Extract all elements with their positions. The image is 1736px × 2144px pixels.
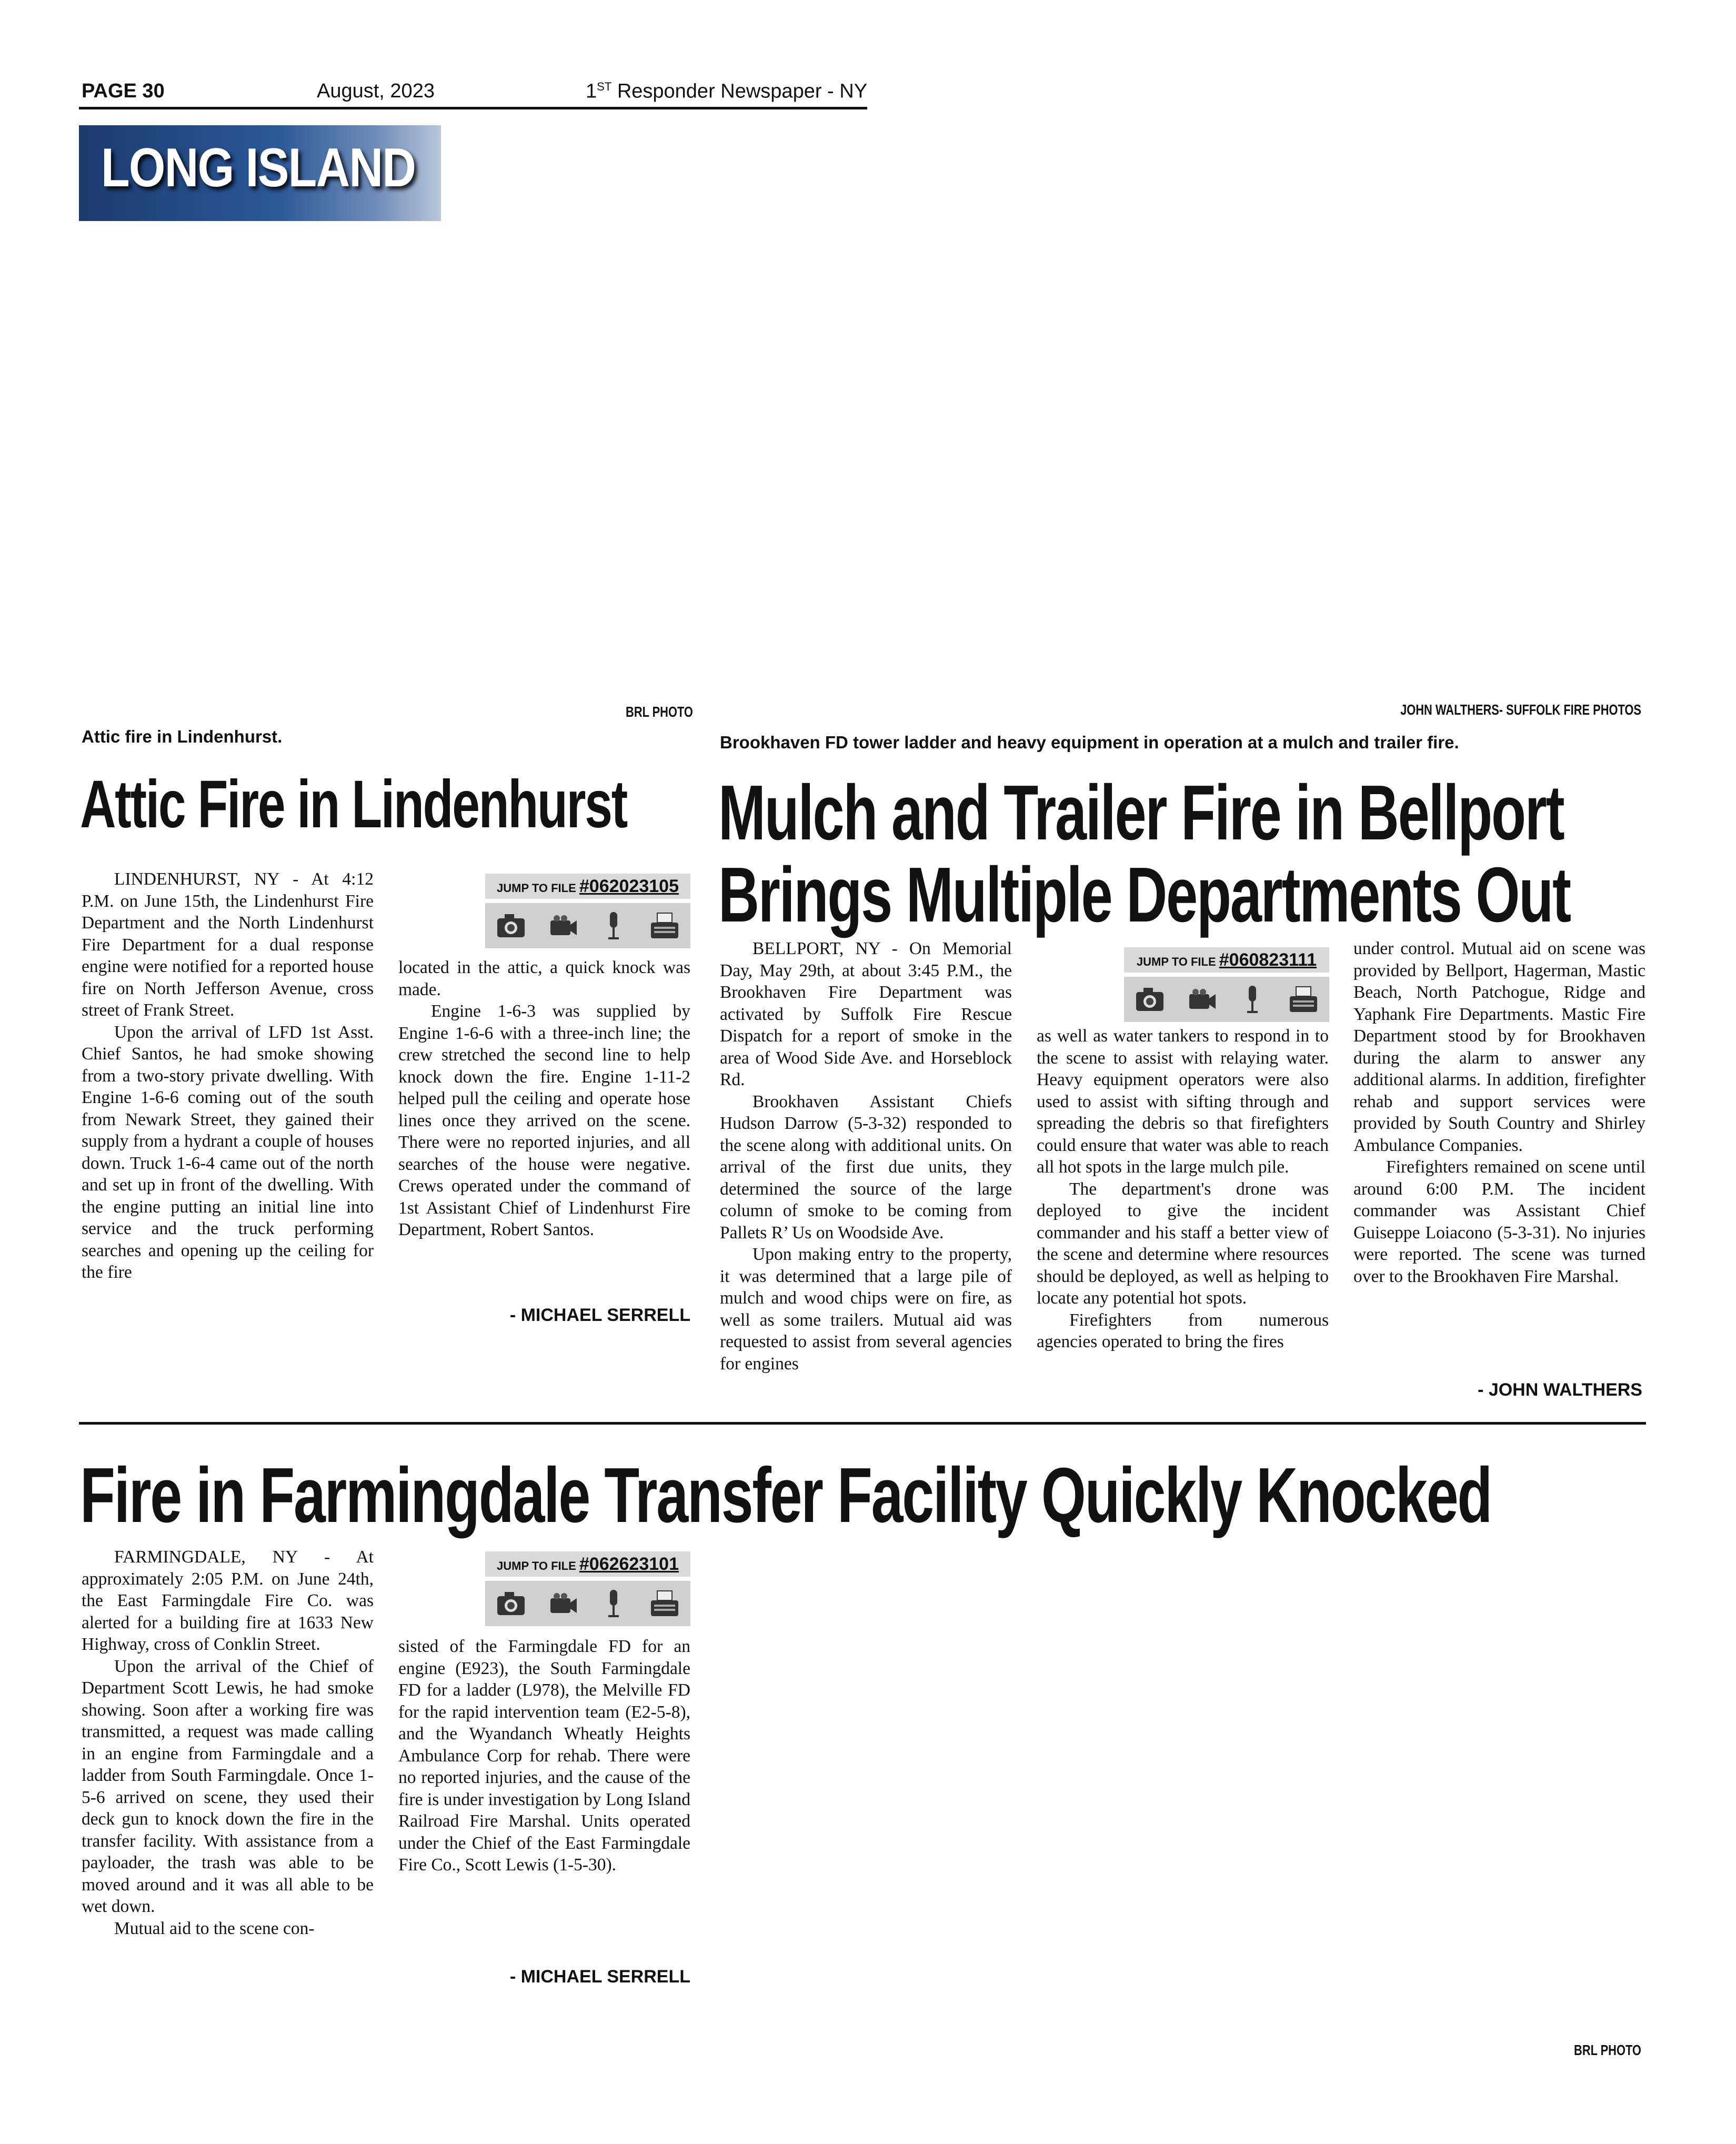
photo-credit-bellport: JOHN WALTHERS- SUFFOLK FIRE PHOTOS bbox=[1400, 702, 1641, 718]
microphone-icon[interactable] bbox=[597, 1587, 630, 1620]
camera-icon[interactable] bbox=[494, 1587, 528, 1620]
article-column-bellport-1: BELLPORT, NY - On Memorial Day, May 29th, at about 3:45 P.M., the Brookhaven Fire Department was activated by Suffolk Fire Rescue Dispatch for a report of smoke in the area of Wood Side Ave. and Horseblock Rd. Brookhaven Assistant Chiefs Hudson Darrow (5-3-32) responded to the scene along with additional units. On arrival of the first due units, they determined the source of the large column of smoke to be coming from Pallets R’ Us on Woodside Ave. Upon making entry to the property, it was determined that a large pile of mulch and wood chips were on fire, as well as some trailers. Mutual aid was requested to assist from several agencies for engines bbox=[720, 939, 1012, 1374]
headline-bellport-line-2: Brings Multiple Departments Out bbox=[718, 851, 1570, 938]
jump-to-file-farmingdale[interactable]: JUMP TO FILE #062623101 bbox=[485, 1551, 690, 1630]
section-banner-text: LONG ISLAND bbox=[101, 137, 416, 198]
video-camera-icon[interactable] bbox=[545, 1587, 579, 1620]
camera-icon[interactable] bbox=[1133, 983, 1167, 1016]
headline-farmingdale: Fire in Farmingdale Transfer Facility Quickly Knocked bbox=[80, 1452, 1492, 1539]
byline-farmingdale: - MICHAEL SERRELL bbox=[509, 1967, 690, 1987]
header-rule bbox=[79, 107, 867, 109]
newspaper-name: 1ST Responder Newspaper - NY bbox=[586, 80, 868, 103]
jump-to-file-lindenhurst[interactable]: JUMP TO FILE #062023105 bbox=[485, 874, 690, 953]
article-column-lindenhurst-2: located in the attic, a quick knock was made. Engine 1-6-3 was supplied by Engine 1-6-6 with a three-inch line; the crew stretched the second line to help knock down the fire. Engine 1-11-2 helped pull the ceiling and operate hose lines once they arrived on the scene. There were no reported injuries, and all searches of the house were negative. Crews operated under the command of 1st Assistant Chief of Lindenhurst Fire Department, Robert Santos. bbox=[398, 958, 690, 1239]
video-camera-icon[interactable] bbox=[1184, 983, 1218, 1016]
photo-credit-bottom: BRL PHOTO bbox=[1574, 2042, 1641, 2058]
typewriter-icon[interactable] bbox=[648, 909, 681, 943]
headline-bellport-line-1: Mulch and Trailer Fire in Bellport bbox=[718, 769, 1564, 856]
typewriter-icon[interactable] bbox=[648, 1587, 681, 1620]
jump-to-file-bellport[interactable]: JUMP TO FILE #060823111 bbox=[1124, 947, 1329, 1026]
byline-lindenhurst: - MICHAEL SERRELL bbox=[509, 1305, 690, 1325]
article-column-bellport-2: as well as water tankers to respond in to the scene to assist with relaying water. Heavy equipment operators were also used to assist with sifting through and spreading the debris so that firefighters could ensure that water was able to reach all hot spots in the large mulch pile. The department's drone was deployed to give the incident commander and his staff a better view of the scene and determine where resources should be deployed, as well as helping to locate any potential hot spots. Firefighters from numerous agencies operated to bring the fires bbox=[1037, 1026, 1329, 1351]
article-column-farmingdale-1: FARMINGDALE, NY - At approximately 2:05 P.M. on June 24th, the East Farmingdale Fire Co. was alerted for a building fire at 1633 New Highway, cross of Conklin Street. Upon the arrival of the Chief of Department Scott Lewis, he had smoke showing. Soon after a working fire was transmitted, a request was made calling in an engine from Farmingdale and a ladder from South Farmingdale. Once 1-5-6 arrived on scene, they used their deck gun to knock down the fire in the transfer facility. With assistance from a payloader, the trash was able to be moved around and it was all able to be wet down. Mutual aid to the scene con- bbox=[82, 1547, 374, 1938]
microphone-icon[interactable] bbox=[597, 909, 630, 943]
issue-date: August, 2023 bbox=[317, 80, 435, 102]
section-divider bbox=[79, 1422, 1646, 1425]
byline-bellport: - JOHN WALTHERS bbox=[1478, 1380, 1642, 1400]
section-banner bbox=[79, 125, 441, 221]
article-column-lindenhurst-1: LINDENHURST, NY - At 4:12 P.M. on June 15th, the Lindenhurst Fire Department and the North Lindenhurst Fire Department for a dual response engine were notified for a reported house fire on North Jefferson Avenue, cross street of Frank Street. Upon the arrival of LFD 1st Asst. Chief Santos, he had smoke showing from a two-story private dwelling. With Engine 1-6-6 coming out of the south from Newark Street, they gained their supply from a hydrant a couple of houses down. Truck 1-6-4 came out of the north and set up in front of the dwelling. With the engine putting an initial line into service and the truck performing searches and opening up the ceiling for the fire bbox=[82, 869, 374, 1282]
headline-lindenhurst: Attic Fire in Lindenhurst bbox=[80, 767, 627, 842]
page-number: PAGE 30 bbox=[82, 80, 165, 102]
photo-credit-lindenhurst: BRL PHOTO bbox=[626, 704, 693, 720]
article-column-farmingdale-2: sisted of the Farmingdale FD for an engine (E923), the South Farmingdale FD for a ladder (L978), the Melville FD for the rapid intervention team (E2-5-8), and the Wyandanch Wheatly Heights Ambulance Corp for rehab. There were no reported injuries, and the cause of the fire is under investigation by Long Island Railroad Fire Marshal. Units operated under the Chief of the East Farmingdale Fire Co., Scott Lewis (1-5-30). bbox=[398, 1637, 690, 1875]
typewriter-icon[interactable] bbox=[1287, 983, 1320, 1016]
photo-caption-bellport: Brookhaven FD tower ladder and heavy equipment in operation at a mulch and trailer fire. bbox=[720, 733, 1459, 752]
photo-caption-lindenhurst: Attic fire in Lindenhurst. bbox=[82, 727, 283, 746]
article-column-bellport-3: under control. Mutual aid on scene was provided by Bellport, Hagerman, Mastic Beach, North Patchogue, Ridge and Yaphank Fire Departments. Mastic Fire Department stood by for Brookhaven during the alarm to answer any additional alarms. In addition, firefighter rehab and support services were provided by South Country and Shirley Ambulance Companies. Firefighters remained on scene until around 6:00 P.M. The incident commander was Assistant Chief Guiseppe Loiacono (5-3-31). No injuries were reported. The scene was turned over to the Brookhaven Fire Marshal. bbox=[1353, 939, 1645, 1286]
camera-icon[interactable] bbox=[494, 909, 528, 943]
video-camera-icon[interactable] bbox=[545, 909, 579, 943]
microphone-icon[interactable] bbox=[1236, 983, 1269, 1016]
